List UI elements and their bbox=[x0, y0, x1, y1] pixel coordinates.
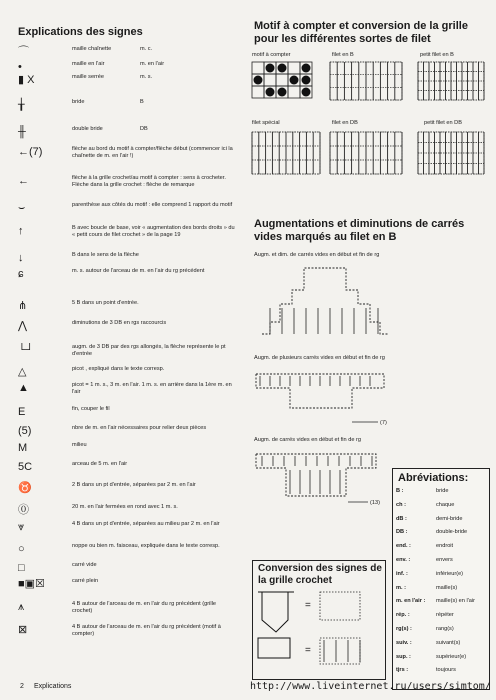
sign-label: 5 B dans un point d'entrée. bbox=[72, 300, 139, 306]
sign-abbr: DB bbox=[140, 126, 148, 132]
abbreviation-value: maille(s) en l'air bbox=[436, 598, 475, 605]
sign-label: augm. de 3 DB par des rgs allongés, la flèche représente le pt d'entrée bbox=[72, 344, 226, 357]
sign-symbol-icon: ⩚ bbox=[18, 601, 25, 613]
filled-square-dot bbox=[302, 88, 311, 97]
grid-cell bbox=[252, 86, 264, 98]
sign-symbol-icon: ▮ X bbox=[18, 74, 35, 86]
sign-abbr: m. s. bbox=[140, 74, 153, 80]
sign-label: 2 B dans un pt d'entrée, séparées par 2 m. en l'air bbox=[72, 482, 196, 488]
section-title-motif: Motif à compter et conversion de la grille pour les différentes sortes de filet bbox=[254, 20, 468, 45]
sign-symbol-icon: ←(7) bbox=[18, 146, 43, 158]
sign-symbol-icon: ■▣☒ bbox=[18, 578, 45, 590]
abbreviation-key: rg(s) : bbox=[396, 626, 412, 632]
sign-symbol-icon: • bbox=[18, 61, 22, 73]
sign-label: noppe ou bien m. faisceau, expliquée dans le texte corresp. bbox=[72, 543, 220, 549]
section-title-augmentations: Augmentations et diminutions de carrés vides marqués au filet en B bbox=[254, 218, 465, 243]
sign-label: 4 B dans un pt d'entrée, séparées au milieu par 2 m. en l'air bbox=[72, 521, 220, 527]
sign-label: carré vide bbox=[72, 562, 97, 568]
sign-symbol-icon: 5C bbox=[18, 461, 33, 473]
sign-label: flèche au bord du motif à compter/flèche début (commencer ici la chaînette de m. en l'air !) bbox=[72, 146, 233, 159]
sign-label: arceau de 5 m. en l'air bbox=[72, 461, 128, 467]
abbreviation-row bbox=[392, 488, 486, 498]
abbreviation-value: toujours bbox=[436, 667, 456, 674]
sign-symbol-icon: ♉ bbox=[18, 482, 32, 494]
abbreviation-key: DB : bbox=[396, 529, 408, 536]
sign-symbol-icon: ⌒ bbox=[18, 46, 29, 58]
filled-square-dot bbox=[290, 76, 299, 85]
augmentation-outline bbox=[262, 268, 388, 334]
sign-label: diminutions de 3 DB en rgs raccourcis bbox=[72, 320, 167, 326]
abbreviation-key: inf. : bbox=[396, 570, 408, 577]
sign-label: maille en l'air bbox=[72, 61, 105, 67]
abbreviation-row bbox=[392, 598, 486, 608]
abbreviations-list bbox=[392, 488, 488, 688]
sign-abbr: m. en l'air bbox=[140, 61, 165, 67]
sign-symbol-icon: ⩔ bbox=[18, 521, 25, 533]
footer-section: Explications bbox=[34, 683, 72, 690]
abbreviation-value: bride bbox=[436, 488, 449, 494]
caption-augm-3: Augm. de carrés vides en début et fin de rg bbox=[254, 437, 361, 443]
abbreviation-value: demi-bride bbox=[436, 515, 463, 522]
grid-cell bbox=[276, 74, 288, 86]
abbreviation-key: B : bbox=[396, 488, 404, 494]
grid-cell bbox=[288, 62, 300, 74]
sign-symbol-icon: ⊠ bbox=[18, 624, 28, 636]
abbreviation-value: répéter bbox=[436, 612, 454, 619]
abbreviation-key: rép. : bbox=[396, 612, 410, 619]
sign-symbol-icon: M bbox=[18, 442, 28, 454]
sign-symbol-icon: ╁ bbox=[18, 99, 25, 111]
sign-label: picot , expliqué dans le texte corresp. bbox=[72, 366, 165, 372]
caption-augm-2: Augm. de plusieurs carrés vides en début et fin de rg bbox=[254, 355, 385, 361]
abbreviation-row bbox=[392, 626, 486, 636]
abbreviation-row bbox=[392, 585, 486, 595]
abbreviation-key: ch : bbox=[396, 501, 406, 508]
abbreviation-value: chaque bbox=[436, 501, 455, 508]
sign-symbol-icon: ↑ bbox=[18, 225, 24, 237]
abbreviation-value: endroit bbox=[436, 543, 454, 550]
abbreviation-value: suivant(s) bbox=[436, 639, 461, 646]
page-number: 2 bbox=[20, 683, 24, 690]
sign-label: fin, couper le fil bbox=[72, 406, 110, 412]
sign-label: 4 B autour de l'arceau de m. en l'air du rg précédent (grille crochet) bbox=[72, 601, 216, 614]
grid-label: petit filet en B bbox=[420, 52, 454, 58]
sign-symbol-icon: ɕ bbox=[18, 268, 24, 280]
sign-abbr: m. c. bbox=[140, 46, 153, 52]
filled-square-dot bbox=[278, 88, 287, 97]
abbreviation-row bbox=[392, 557, 486, 567]
grid-label: motif à compter bbox=[252, 52, 291, 58]
abbreviation-key: m. en l'air : bbox=[396, 598, 426, 605]
abbreviation-value: envers bbox=[436, 557, 453, 563]
sign-label: parenthèse aux côtés du motif : elle comprend 1 rapport du motif bbox=[72, 202, 233, 208]
sign-symbol-icon: ▲ bbox=[18, 382, 29, 394]
sign-label: picot = 1 m. s., 3 m. en l'air. 1 m. s. en arrière dans la 1ère m. en l'air bbox=[72, 382, 232, 395]
sign-symbol-icon: ⋔ bbox=[18, 300, 28, 312]
sign-symbol-icon: (5) bbox=[18, 425, 32, 437]
abbreviation-value: maille(s) bbox=[436, 584, 458, 591]
arrow-mark-7: (7) bbox=[380, 420, 387, 426]
abbreviation-row bbox=[392, 612, 486, 622]
abbreviation-row bbox=[392, 543, 486, 553]
sign-label: m. s. autour de l'arceau de m. en l'air du rg précédent bbox=[72, 268, 205, 274]
equals-sign-1: = bbox=[305, 600, 311, 611]
sign-symbol-icon: ⓪ bbox=[18, 504, 29, 516]
abbreviations-title: Abréviations: bbox=[398, 472, 469, 484]
sign-symbol-icon: E bbox=[18, 406, 26, 418]
abbreviation-row bbox=[392, 654, 486, 664]
abbreviation-row bbox=[392, 529, 486, 539]
sign-symbol-icon: □ bbox=[18, 562, 25, 574]
sign-label: double bride bbox=[72, 126, 103, 132]
sign-symbol-icon: ⌣ bbox=[18, 202, 26, 214]
filled-square-dot bbox=[254, 76, 263, 85]
grid-cell bbox=[252, 62, 264, 74]
sign-symbol-icon: ⋀ bbox=[18, 320, 28, 332]
abbreviation-key: suiv. : bbox=[396, 639, 412, 646]
sign-symbol-icon: └┘ bbox=[18, 344, 34, 356]
filled-square-dot bbox=[266, 64, 275, 73]
sign-symbol-icon: ↓ bbox=[18, 252, 24, 264]
sign-label: B avec boucle de base, voir « augmentation des bords droits » du « petit cours de filet crochet » de la page 19 bbox=[72, 225, 235, 238]
filled-square-dot bbox=[278, 64, 287, 73]
sign-symbol-icon: ╫ bbox=[18, 126, 26, 138]
abbreviation-key: tjrs : bbox=[396, 667, 409, 674]
footer-url: http://www.liveinternet.ru/users/simtom/ bbox=[250, 681, 491, 692]
grid-cell bbox=[288, 86, 300, 98]
abbreviation-key: sup. : bbox=[396, 653, 411, 660]
sign-label: maille chaînette bbox=[72, 46, 112, 52]
sign-label: flèche à la grille crochet/au motif à compter : sens à crocheter. Flèche dans la grille crochet : flèche de remarque bbox=[72, 175, 226, 188]
abbreviation-row bbox=[392, 571, 486, 581]
grid-label: filet spécial bbox=[252, 120, 280, 126]
sign-abbr: B bbox=[140, 99, 144, 105]
section-title-conversion: Conversion des signes de la grille crochet bbox=[258, 563, 382, 586]
abbreviation-key: m. : bbox=[396, 584, 406, 591]
sign-symbol-icon: △ bbox=[18, 366, 27, 378]
sign-label: bride bbox=[72, 99, 85, 105]
sign-label: milieu bbox=[72, 442, 87, 448]
filled-square-dot bbox=[302, 64, 311, 73]
abbreviation-row bbox=[392, 516, 486, 526]
sign-label: maille serrée bbox=[72, 74, 105, 80]
abbreviation-value: supérieur(e) bbox=[436, 653, 467, 660]
caption-augm-1: Augm. et dim. de carrés vides en début et fin de rg bbox=[254, 252, 380, 258]
grid-cell bbox=[264, 74, 276, 86]
sign-symbol-icon: ← bbox=[18, 175, 29, 187]
abbreviation-row bbox=[392, 667, 486, 677]
equals-sign-2: = bbox=[305, 645, 311, 656]
sign-label: 4 B autour de l'arceau de m. en l'air du rg précédent (motif à compter) bbox=[72, 624, 221, 637]
sign-label: B dans le sens de la flèche bbox=[72, 252, 139, 258]
abbreviation-value: inférieur(e) bbox=[436, 570, 464, 577]
abbreviation-value: double-bride bbox=[436, 529, 468, 536]
filled-square-dot bbox=[266, 88, 275, 97]
abbreviation-row bbox=[392, 502, 486, 512]
sign-symbol-icon: ○ bbox=[18, 543, 25, 555]
filled-square-dot bbox=[302, 76, 311, 85]
grid-label: petit filet en DB bbox=[424, 120, 462, 126]
abbreviation-key: dB : bbox=[396, 515, 407, 522]
abbreviation-row bbox=[392, 640, 486, 650]
abbreviation-key: end. : bbox=[396, 543, 411, 550]
abbreviation-key: env. : bbox=[396, 557, 411, 563]
grid-label: filet en DB bbox=[332, 120, 358, 126]
sign-label: carré plein bbox=[72, 578, 99, 584]
grid-label: filet en B bbox=[332, 52, 354, 58]
sign-label: nbre de m. en l'air nécessaires pour relier deux pièces bbox=[72, 425, 207, 431]
augmentation-outline bbox=[256, 454, 376, 496]
signs-title: Explications des signes bbox=[18, 26, 143, 38]
abbreviation-value: rang(s) bbox=[436, 626, 454, 632]
sign-label: 20 m. en l'air fermées en rond avec 1 m. s. bbox=[72, 504, 178, 510]
arrow-mark-13: (13) bbox=[370, 500, 380, 506]
